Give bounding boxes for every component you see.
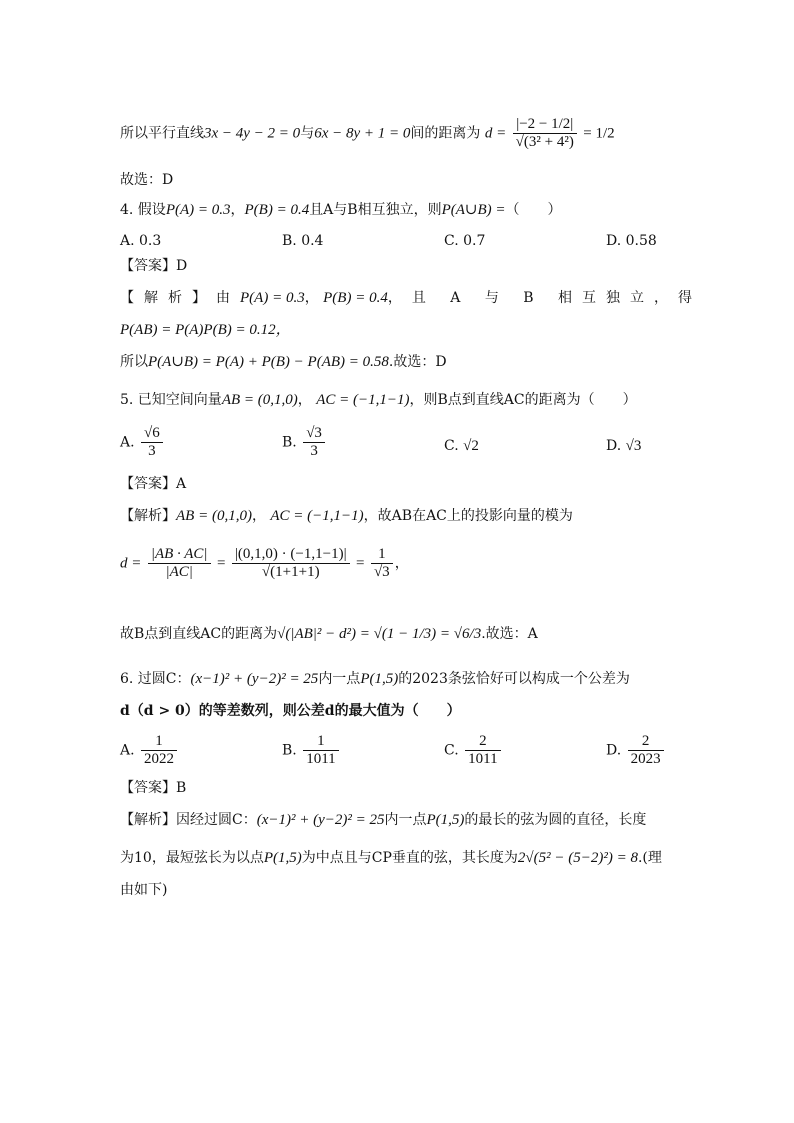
q5-analysis-text: ，故AB在AC上的投影向量的模为 — [363, 508, 573, 524]
q6-point: P(1,5) — [360, 671, 399, 687]
q4-analysis-text: ，且 A 与 B 相互独立，得 — [387, 290, 703, 306]
q6-option-d-num: 2 — [628, 733, 664, 751]
q5-formula-f1-num: |AB · AC| — [148, 546, 211, 564]
q5-analysis-ab: AB = (0,1,0) — [176, 508, 252, 524]
q5-projection-formula: d = $\frac{|AB \cdot AC|}{|AC|}$ = $\frac{|(0,1,0) \cdot (-1,1-1)|}{√(1+1+1)}$ = $\frac{1}{√3}$ ， — [120, 546, 409, 580]
q5-formula-lhs: d = — [120, 555, 142, 572]
q6-analysis-mid: 内一点 — [384, 812, 427, 828]
q6-option-a — [120, 733, 179, 768]
q6-stem-prefix: 6. 过圆C： — [120, 671, 191, 687]
q5-option-d-value: √3 — [625, 438, 642, 454]
q6-option-d-fraction — [628, 733, 664, 768]
q6-analysis-line2-mid: 为中点且与CP垂直的弦，其长度为 — [301, 850, 518, 866]
q5-formula-f2-num: |(0,1,0) · (−1,1−1)| — [232, 546, 350, 564]
q6-analysis-point: P(1,5) — [426, 812, 465, 828]
q6-option-c-den: 1011 — [468, 751, 498, 767]
q5-option-b-label: B. — [282, 434, 297, 451]
q4-option-a: A. 0.3 — [120, 233, 162, 249]
q5-option-d — [606, 436, 641, 456]
q5-option-d-label: D. — [606, 438, 622, 454]
q6-circle-equation: (x−1)² + (y−2)² = 25 — [190, 671, 319, 687]
q3-dist-denominator: √(3² + 4²) — [515, 134, 574, 150]
q4-stem — [120, 200, 562, 220]
q4-stem-sep: ， — [230, 202, 245, 218]
q4-option-d: D. 0.58 — [606, 233, 657, 249]
q5-answer: 【答案】A — [120, 476, 187, 492]
q5-option-b-fraction — [303, 425, 325, 460]
q6-option-c-label: C. — [444, 742, 459, 759]
q6-analysis-prefix: 【解析】因经过圆C： — [120, 812, 257, 828]
q5-final-suffix: .故选：A — [481, 626, 538, 642]
q6-option-a-num: 1 — [141, 733, 177, 751]
q6-option-b — [282, 733, 341, 768]
q6-option-d-den: 2023 — [630, 751, 661, 767]
q6-option-c-num: 2 — [465, 733, 500, 751]
q5-formula-tail: ， — [394, 555, 409, 572]
q6-stem-mid: 内一点 — [318, 671, 361, 687]
q6-analysis-chord-length: 2√(5² − (5−2)²) = 8 — [517, 850, 638, 866]
q5-option-b-den: 3 — [310, 443, 318, 459]
q3-distance-line — [120, 116, 615, 151]
q5-option-c-value: √2 — [463, 438, 479, 454]
q5-vector-ab: AB = (0,1,0) — [221, 392, 298, 408]
q6-analysis-line3: 由如下) — [120, 882, 168, 898]
q4-option-c: C. 0.7 — [444, 233, 486, 249]
q5-option-a — [120, 425, 165, 460]
q5-analysis-line1: 【解析】AB = (0,1,0)， AC = (−1,1−1)，故AB在AC上的投影向量的模为 — [120, 508, 573, 524]
q4-analysis-product: P(AB) = P(A)P(B) = 0.12， — [120, 322, 291, 338]
q3-dist-result: = 1/2 — [583, 125, 615, 142]
q3-dist-fraction — [513, 116, 577, 151]
q6-analysis-line2 — [120, 848, 662, 868]
q5-formula-f3-den: √3 — [373, 564, 390, 580]
q6-analysis-line2-prefix: 为10，最短弦长为以点 — [120, 850, 264, 866]
q5-final-prefix: 故B点到直线AC的距离为 — [120, 626, 278, 642]
q4-analysis-line3-prefix: 所以 — [120, 354, 148, 370]
q3-line-eq1: 3x − 4y − 2 = 0 — [204, 125, 301, 142]
q6-analysis-line2-suffix: .(理 — [637, 850, 662, 866]
q5-final-line — [120, 624, 538, 644]
q4-analysis-pb: P(B) = 0.4 — [323, 290, 388, 306]
q5-formula-f3-num: 1 — [371, 546, 393, 564]
q5-analysis-ac: AC = (−1,1−1) — [270, 508, 364, 524]
q3-dist-lhs: d = — [484, 125, 507, 142]
q6-analysis-line1 — [120, 810, 646, 830]
q6-option-b-num: 1 — [303, 733, 338, 751]
q5-option-a-den: 3 — [148, 443, 156, 459]
q6-option-c — [444, 733, 503, 768]
q5-formula-fraction-3 — [371, 546, 393, 581]
q4-analysis-line3-suffix: .故选：D — [388, 354, 447, 370]
q6-analysis-line2-point: P(1,5) — [263, 850, 302, 866]
q3-suffix: 间的距离为 — [410, 125, 481, 142]
q5-formula-fraction-2 — [232, 546, 350, 581]
q5-formula-f1-den: |AC| — [165, 564, 193, 580]
q5-final-expr: √(|AB|² − d²) = √(1 − 1/3) = √6/3 — [277, 626, 482, 642]
q5-option-b — [282, 425, 327, 460]
q6-option-b-den: 1011 — [306, 751, 336, 767]
q6-option-d — [606, 733, 666, 768]
q5-option-c-label: C. — [444, 438, 459, 454]
q4-union-expr: P(A∪B) = — [441, 202, 506, 218]
q6-option-c-fraction — [465, 733, 500, 768]
q5-stem-suffix: ，则B点到直线AC的距离为（ ） — [409, 392, 637, 408]
q6-answer: 【答案】B — [120, 780, 187, 796]
q4-analysis-line1: 【解析】由P(A) = 0.3， P(B) = 0.4，且 A 与 B 相互独立，得 — [120, 290, 703, 306]
q4-stem-mid: 且A与B相互独立，则 — [309, 202, 442, 218]
q3-prefix: 所以平行直线 — [120, 125, 204, 142]
q5-formula-f2-den: √(1+1+1) — [261, 564, 320, 580]
q4-analysis-line3 — [120, 352, 447, 372]
q4-stem-bracket: （ ） — [505, 202, 562, 218]
q5-vector-ac: AC = (−1,1−1) — [316, 392, 410, 408]
q6-stem-suffix: 的2023条弦恰好可以构成一个公差为 — [398, 671, 630, 687]
q6-option-d-label: D. — [606, 742, 622, 759]
q4-analysis-label: 【解析】由 — [120, 290, 240, 306]
q4-stem-prefix: 4. 假设 — [120, 202, 166, 218]
q4-analysis-union-formula: P(A∪B) = P(A) + P(B) − P(AB) = 0.58 — [148, 354, 389, 370]
q6-option-b-fraction — [303, 733, 338, 768]
q3-dist-numerator: |−2 − 1/2| — [513, 116, 577, 134]
q5-analysis-label: 【解析】 — [120, 508, 176, 524]
q6-analysis-circle: (x−1)² + (y−2)² = 25 — [256, 812, 385, 828]
q4-option-b: B. 0.4 — [282, 233, 324, 249]
q5-stem: 5. 已知空间向量AB = (0,1,0)， AC = (−1,1−1)，则B点到直线AC的距离为（ ） — [120, 392, 637, 408]
q4-answer: 【答案】D — [120, 258, 188, 274]
q5-option-a-label: A. — [120, 434, 135, 451]
q5-option-a-fraction — [141, 425, 163, 460]
q4-analysis-line2 — [120, 320, 291, 340]
q6-analysis-suffix: 的最长的弦为圆的直径，长度 — [464, 812, 647, 828]
q4-analysis-pa: P(A) = 0.3 — [240, 290, 305, 306]
q5-option-c — [444, 436, 479, 456]
q6-stem-line1 — [120, 669, 630, 689]
q4-prob-a: P(A) = 0.3 — [165, 202, 231, 218]
q5-option-b-num: √3 — [303, 425, 325, 443]
q3-mid: 与 — [300, 125, 315, 142]
q6-option-a-den: 2022 — [144, 751, 175, 767]
q6-stem-line2: d（d > 0）的等差数列，则公差d的最大值为（ ） — [120, 703, 461, 719]
q6-option-b-label: B. — [282, 742, 297, 759]
q3-answer-line: 故选：D — [120, 172, 174, 188]
q5-option-a-num: √6 — [141, 425, 163, 443]
q3-line-eq2: 6x − 8y + 1 = 0 — [314, 125, 411, 142]
q6-option-a-label: A. — [120, 742, 135, 759]
q5-stem-prefix: 5. 已知空间向量 — [120, 392, 222, 408]
q5-formula-fraction-1 — [148, 546, 211, 581]
q6-option-a-fraction — [141, 733, 177, 768]
q4-prob-b: P(B) = 0.4 — [244, 202, 310, 218]
